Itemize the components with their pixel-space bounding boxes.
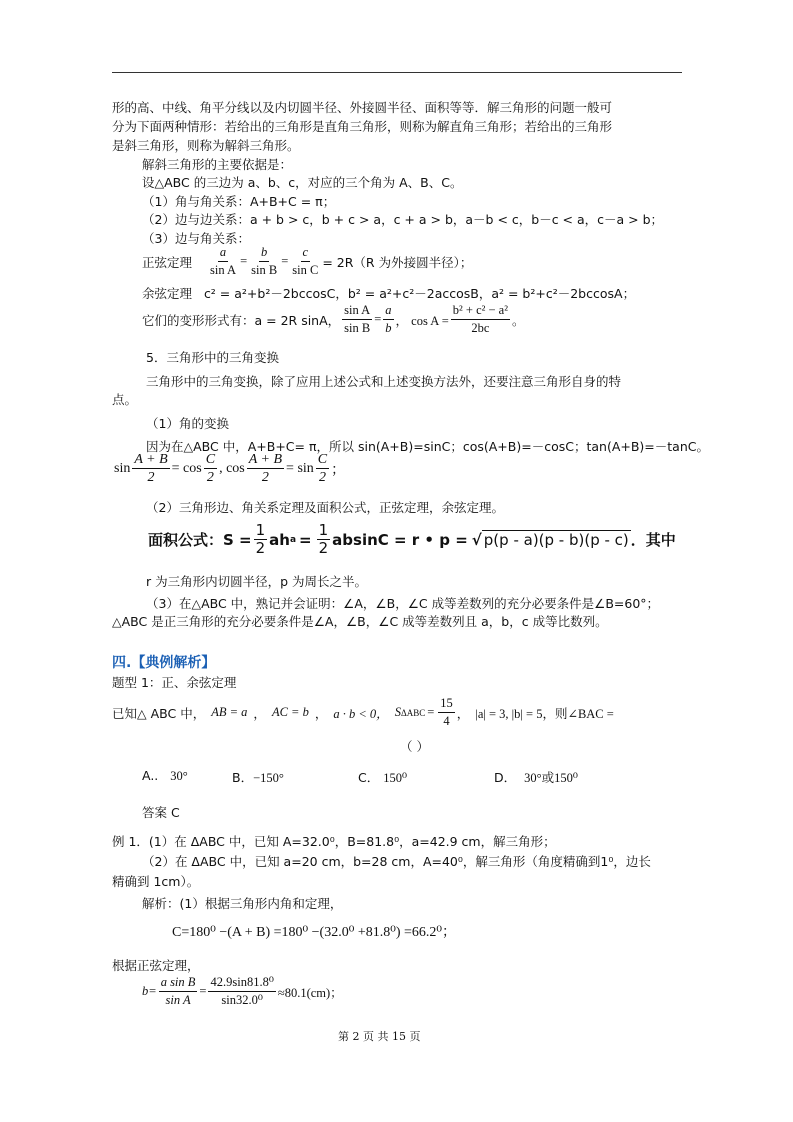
half-angle-formula: sin $\frac{A + B}{2}$ = cos $\frac{C}{2}$ , cos $\frac{A + B}{2}$ = sin $\frac{C}{2}$ ；	[114, 452, 346, 485]
answer-text: 答案 C	[142, 805, 180, 820]
variant-frac-sin: $\frac{\text{sin A}}{\text{sin B}}$	[344, 303, 371, 335]
by-sine-law: 根据正弦定理，	[112, 958, 200, 973]
answer-paren: （ ）	[400, 739, 429, 754]
intro-line-3: 是斜三角形，则称为解斜三角形。	[112, 138, 300, 153]
section-5-para-1: 三角形中的三角变换，除了应用上述公式和上述变换方法外，还要注意三角形自身的特	[146, 374, 622, 389]
angle-transform-title: （1）角的变换	[146, 416, 229, 431]
option-b: B．−150°	[232, 770, 284, 785]
analysis-text: 解析：(1）根据三角形内角和定理，	[142, 896, 343, 911]
variant-frac-cos: $\frac{\text{b² + c² − a²}}{2bc}$	[452, 303, 508, 335]
area-formula: 面积公式：S = $\frac{1}{2}$ ah a = $\frac{1}{2}$ absinC = r • p = √ p(p - a)(p - b)(p - c) ．其中	[148, 521, 676, 557]
vector-ab: AB = a	[211, 705, 248, 719]
sine-frac-b: $\frac{b}{\text{sin B}}$	[251, 245, 278, 277]
angle-transform-text: 因为在△ABC 中，A+B+C= π，所以 sin(A+B)=sinC；cos(A+B)=－cosC；tan(A+B)=－tanC。	[146, 439, 709, 454]
section-5-title: 5．三角形中的三角变换	[146, 350, 279, 365]
question-type-1: 题型 1：正、余弦定理	[112, 675, 237, 690]
theorem-3-line-1: （3）在△ABC 中，熟记并会证明：∠A，∠B，∠C 成等差数列的充分必要条件是∠B=60°；	[146, 596, 660, 611]
intro-line-2: 分为下面两种情形：若给出的三角形是直角三角形，则称为解直角三角形；若给出的三角形	[112, 119, 613, 134]
setup-text: 设△ABC 的三边为 a、b、c，对应的三个角为 A、B、C。	[142, 175, 463, 190]
r-p-note: r 为三角形内切圆半径，p 为周长之半。	[146, 574, 368, 589]
calc-angle-c: C=180⁰ −(A + B) =180⁰ −(32.0⁰ +81.8⁰) =66.2⁰；	[172, 925, 456, 940]
magnitudes: |a| = 3, |b| = 5，则∠BAC =	[475, 706, 614, 721]
option-a: A.. 30°	[142, 768, 188, 783]
sine-law-label: 正弦定理	[142, 254, 193, 270]
variant-frac-ab: $\frac{a}{b}$	[385, 303, 392, 335]
law-variants: 它们的变形形式有：a = 2R sinA， $\frac{\text{sin A}}{\text{sin B}}$ = $\frac{a}{b}$ ， cos A = $\frac{\text{b² + c² − a²}}{2bc}$ 。	[142, 303, 525, 335]
sine-frac-a: $\frac{a}{\text{sin A}}$	[210, 245, 237, 277]
section-4-heading: 四.【典例解析】	[112, 655, 216, 671]
area-theorem-title: （2）三角形边、角关系定理及面积公式，正弦定理，余弦定理。	[146, 500, 504, 515]
relation-3: （3）边与角关系：	[142, 231, 250, 246]
relation-2: （2）边与边关系：a + b > c，b + c > a，c + a > b，a－b < c，b－c < a，c－a > b；	[142, 212, 664, 227]
intro-line-1: 形的高、中线、角平分线以及内切圆半径、外接圆半径、面积等等．解三角形的问题一般可	[112, 100, 613, 115]
cosine-law	[142, 284, 635, 302]
dot-product: a · b < 0，	[333, 706, 389, 721]
page-footer: 第 2 页 共 15 页	[338, 1030, 421, 1043]
example-1-line-2: （2）在 ΔABC 中，已知 a=20 cm，b=28 cm，A=40⁰，解三角形（角度精确到1⁰，边长	[142, 854, 651, 869]
variants-cos: ， cos A =	[395, 313, 449, 328]
question-statement: 已知△ ABC 中， AB = a ， AC = b ， a · b < 0， S ΔABC = $\frac{15}{4}$ ， |a| = 3, |b| = 5，则∠BAC =	[112, 696, 614, 728]
sine-frac-c: $\frac{c}{\text{sin C}}$	[292, 245, 319, 277]
cosine-law-text: c² = a²+b²－2bccosC，b² = a²+c²－2accosB，a² = b²+c²－2bccosA；	[203, 286, 636, 301]
option-d: D． 30°或150⁰	[494, 770, 578, 785]
option-c: C． 150⁰	[358, 770, 407, 785]
example-1-line-3: 精确到 1cm）。	[112, 874, 200, 889]
example-1-line-1: 例 1．(1）在 ΔABC 中，已知 A=32.0⁰，B=81.8⁰，a=42.9 cm，解三角形；	[112, 834, 556, 849]
theorem-3-line-2: △ABC 是正三角形的充分必要条件是∠A，∠B，∠C 成等差数列且 a，b，c 成等比数列。	[112, 614, 608, 629]
basis-text: 解斜三角形的主要依据是：	[142, 157, 293, 172]
header-rule	[112, 72, 682, 73]
vector-ac: AC = b	[271, 705, 309, 719]
sine-law: 正弦定理 $\frac{a}{\text{sin A}}$ = $\frac{b}{\text{sin B}}$ = $\frac{c}{\text{sin C}}$ = 2R（R 为外接圆半径）；	[142, 245, 473, 277]
section-5-para-2: 点。	[112, 392, 138, 407]
sine-law-tail: = 2R（R 为外接圆半径）；	[322, 254, 473, 270]
relation-1: （1）角与角关系：A+B+C = π；	[142, 194, 336, 209]
cosine-law-label: 余弦定理	[142, 286, 193, 301]
calc-side-b: b= $\frac{\text{a sin B}}{\text{sin A}}$ = $\frac{\text{42.9sin81.8⁰}}{\text{sin32.0⁰}}$ ≈80.1(cm)；	[142, 975, 343, 1007]
variants-lead: 它们的变形形式有：a = 2R sinA，	[142, 312, 341, 328]
